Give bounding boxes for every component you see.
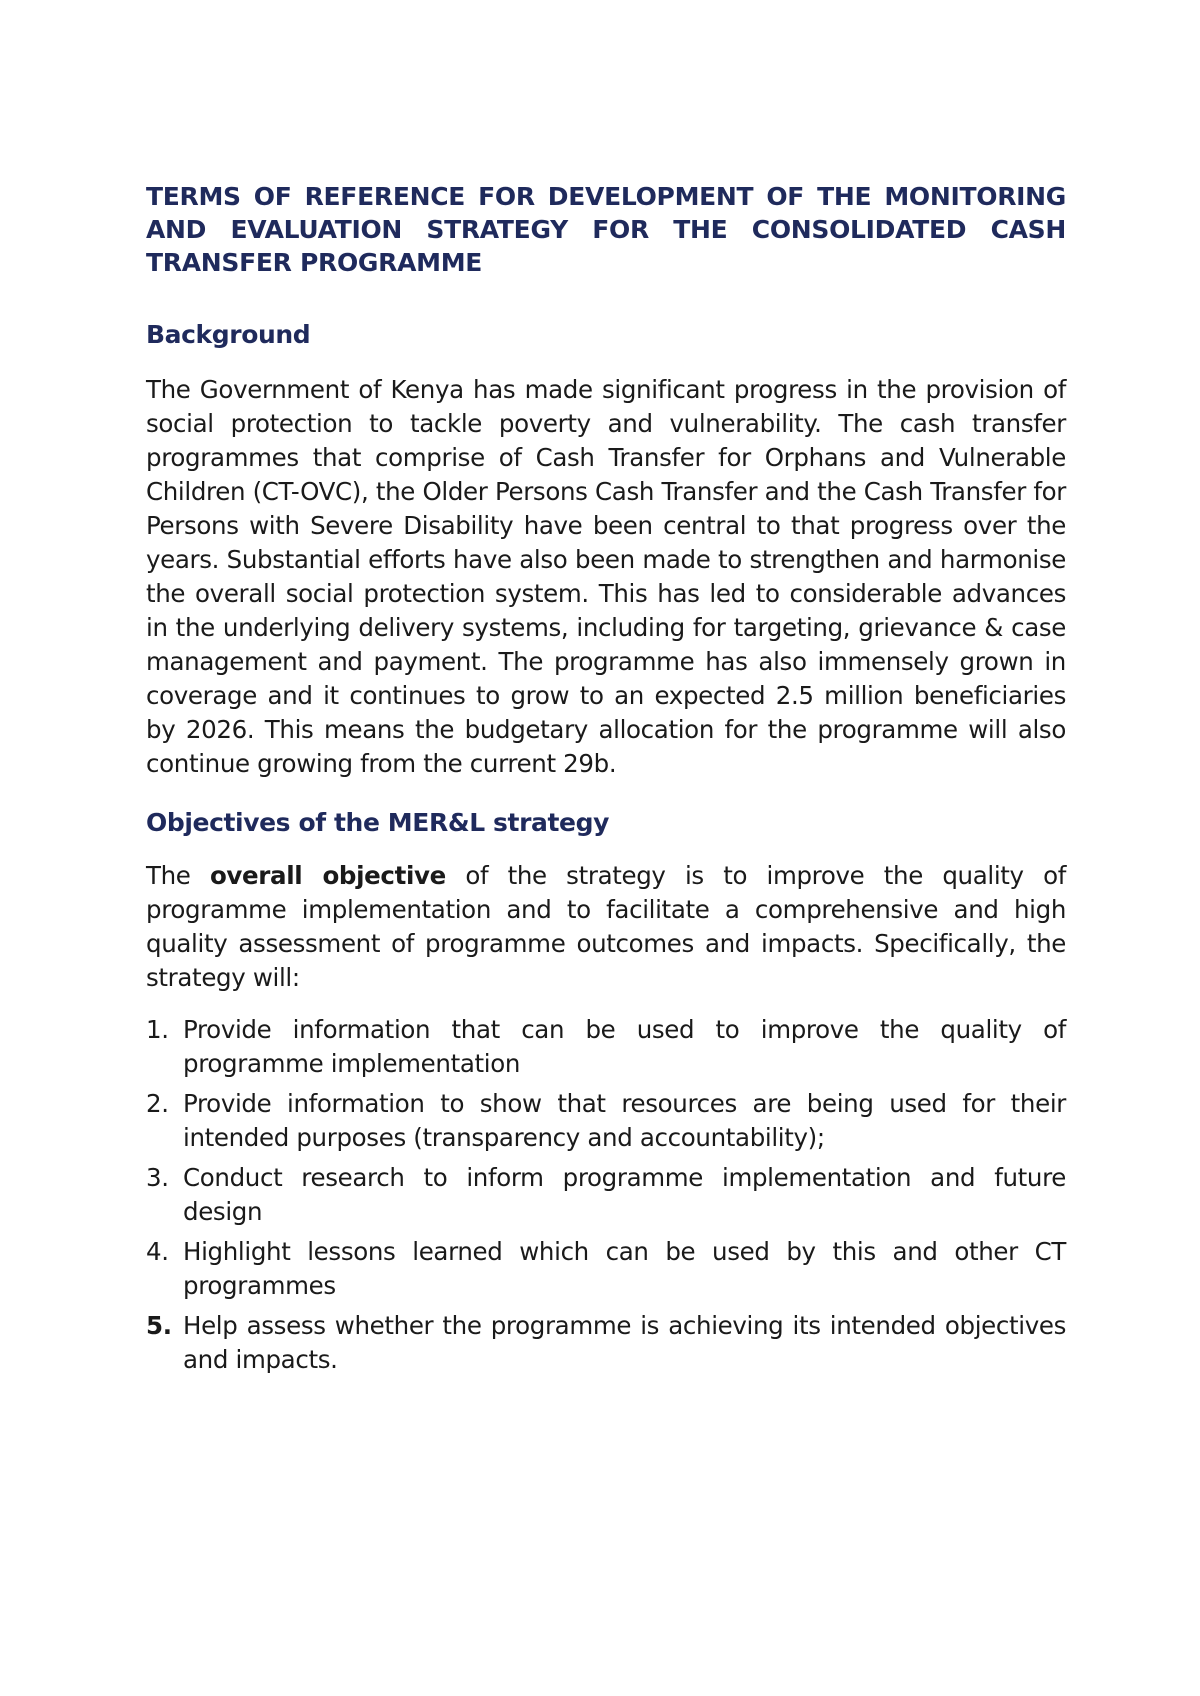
document-page (146, 180, 1066, 1383)
list-item-text: Conduct research to inform programme implementation and future design (183, 1163, 1066, 1226)
list-item-text: Help assess whether the programme is achieving its intended objectives and impacts. (183, 1311, 1066, 1374)
list-item-number: 4. (146, 1237, 169, 1266)
list-item (146, 1013, 1066, 1081)
intro-rest: of the strategy is to improve the quality of programme implementation and to facilitate a comprehensive and high quality assessment of programme outcomes and impacts. Specifically, the strategy will: (146, 861, 1066, 992)
objectives-intro-paragraph (146, 859, 1066, 995)
objectives-heading: Objectives of the MER&L strategy (146, 808, 609, 837)
list-item-number: 2. (146, 1089, 169, 1118)
background-paragraph: The Government of Kenya has made significant progress in the provision of social protection to tackle poverty and vulnerability. The cash transfer programmes that comprise of Cash Transfer for Orphans and Vulnerable Children (CT-OVC), the Older Persons Cash Transfer and the Cash Transfer for Persons with Severe Disability have been central to that progress over the years. Substantial efforts have also been made to strengthen and harmonise the overall social protection system. This has led to considerable advances in the underlying delivery systems, including for targeting, grievance & case management and payment. The programme has also immensely grown in coverage and it continues to grow to an expected 2.5 million beneficiaries by 2026. This means the budgetary allocation for the programme will also continue growing from the current 29b. (146, 375, 1066, 778)
list-item-number: 3. (146, 1163, 169, 1192)
list-item-text: Provide information that can be used to improve the quality of programme implementation (183, 1015, 1066, 1078)
list-item-number: 1. (146, 1015, 169, 1044)
objectives-list (146, 1013, 1066, 1377)
intro-start: The (146, 861, 191, 890)
list-item-text: Highlight lessons learned which can be used by this and other CT programmes (183, 1237, 1066, 1300)
background-heading: Background (146, 320, 311, 349)
intro-emphasis: overall objective (209, 861, 446, 890)
list-item-number: 5. (146, 1311, 172, 1340)
list-item (146, 1235, 1066, 1303)
list-item (146, 1087, 1066, 1155)
document-title: TERMS OF REFERENCE FOR DEVELOPMENT OF THE MONITORING AND EVALUATION STRATEGY FOR THE CONSOLIDATED CASH TRANSFER PROGRAMME (146, 182, 1066, 277)
list-item (146, 1161, 1066, 1229)
list-item-text: Provide information to show that resources are being used for their intended purposes (transparency and accountability); (183, 1089, 1066, 1152)
list-item (146, 1309, 1066, 1377)
